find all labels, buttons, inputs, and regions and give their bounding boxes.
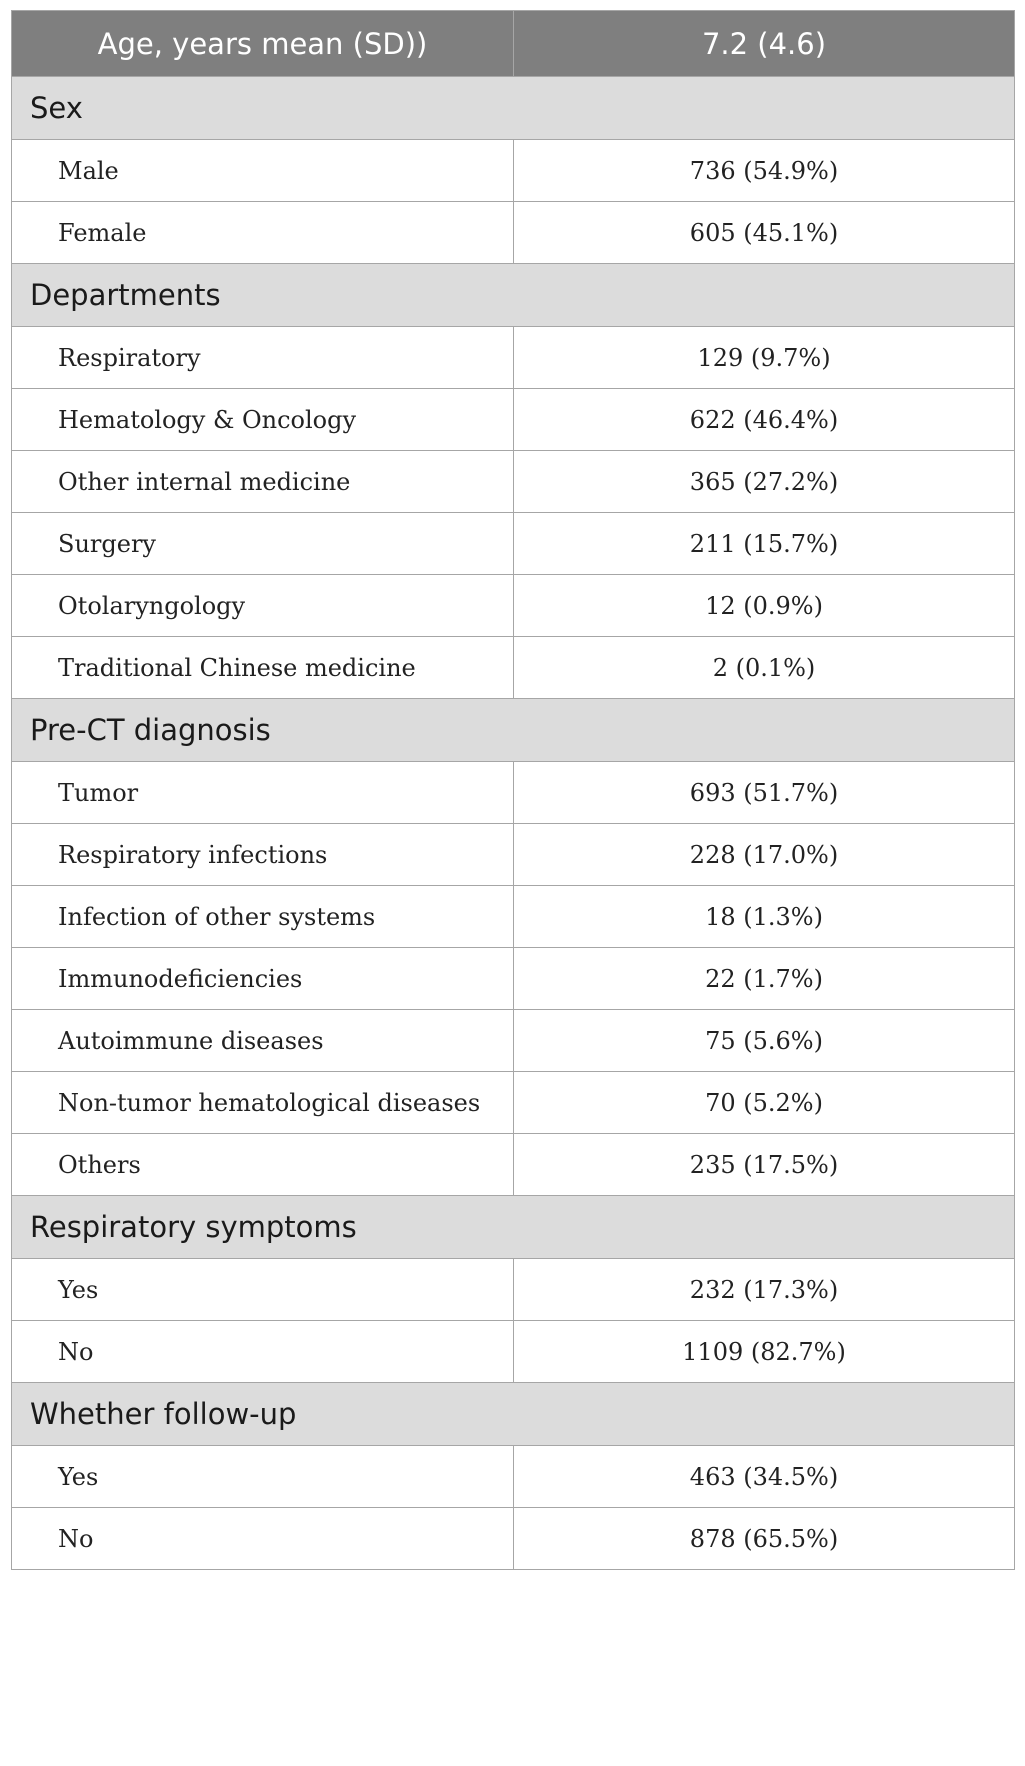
row-value: 232 (17.3%) bbox=[689, 1275, 839, 1304]
row-value: 235 (17.5%) bbox=[689, 1150, 839, 1179]
table-row bbox=[12, 636, 1014, 698]
row-label: Immunodeficiencies bbox=[12, 948, 514, 1009]
table-row bbox=[12, 450, 1014, 512]
table-row bbox=[12, 1320, 1014, 1382]
row-value: 2 (0.1%) bbox=[712, 653, 816, 682]
row-value: 22 (1.7%) bbox=[705, 964, 823, 993]
table-row bbox=[12, 201, 1014, 263]
table-row bbox=[12, 1071, 1014, 1133]
row-value: 75 (5.6%) bbox=[705, 1026, 823, 1055]
row-value: 622 (46.4%) bbox=[689, 405, 839, 434]
section-title: Pre-CT diagnosis bbox=[30, 713, 271, 747]
table-header-row bbox=[12, 11, 1014, 76]
table-row bbox=[12, 761, 1014, 823]
table-row bbox=[12, 885, 1014, 947]
table-row bbox=[12, 823, 1014, 885]
row-value: 605 (45.1%) bbox=[689, 218, 839, 247]
row-label: No bbox=[12, 1508, 514, 1569]
row-label: Respiratory bbox=[12, 327, 514, 388]
row-value: 693 (51.7%) bbox=[689, 778, 839, 807]
row-label: Yes bbox=[12, 1259, 514, 1320]
row-label: Others bbox=[12, 1134, 514, 1195]
row-label: Surgery bbox=[12, 513, 514, 574]
row-label: No bbox=[12, 1321, 514, 1382]
header-value: 7.2 (4.6) bbox=[701, 26, 827, 61]
table-row bbox=[12, 326, 1014, 388]
section-row-respiratory-symptoms bbox=[12, 1195, 1014, 1258]
row-value: 463 (34.5%) bbox=[689, 1462, 839, 1491]
section-title: Respiratory symptoms bbox=[30, 1210, 357, 1244]
table-row bbox=[12, 1445, 1014, 1507]
characteristics-table bbox=[11, 10, 1015, 1570]
table-row bbox=[12, 1258, 1014, 1320]
row-value: 1109 (82.7%) bbox=[682, 1337, 846, 1366]
table-row bbox=[12, 1009, 1014, 1071]
section-row-sex bbox=[12, 76, 1014, 139]
row-value: 211 (15.7%) bbox=[689, 529, 839, 558]
row-label: Respiratory infections bbox=[12, 824, 514, 885]
section-title: Whether follow-up bbox=[30, 1397, 297, 1431]
row-value: 18 (1.3%) bbox=[705, 902, 823, 931]
row-value: 736 (54.9%) bbox=[689, 156, 839, 185]
row-label: Tumor bbox=[12, 762, 514, 823]
section-row-whether-follow-up bbox=[12, 1382, 1014, 1445]
table-row bbox=[12, 947, 1014, 1009]
row-value: 70 (5.2%) bbox=[705, 1088, 823, 1117]
table-row bbox=[12, 574, 1014, 636]
section-row-departments bbox=[12, 263, 1014, 326]
header-label: Age, years mean (SD)) bbox=[12, 11, 514, 76]
row-label: Other internal medicine bbox=[12, 451, 514, 512]
row-value: 129 (9.7%) bbox=[697, 343, 831, 372]
row-label: Otolaryngology bbox=[12, 575, 514, 636]
row-value: 365 (27.2%) bbox=[689, 467, 839, 496]
row-label: Yes bbox=[12, 1446, 514, 1507]
row-label: Hematology & Oncology bbox=[12, 389, 514, 450]
section-title: Sex bbox=[30, 91, 83, 125]
row-label: Non-tumor hematological diseases bbox=[12, 1072, 514, 1133]
section-row-pre-ct-diagnosis bbox=[12, 698, 1014, 761]
row-label: Traditional Chinese medicine bbox=[12, 637, 514, 698]
row-value: 12 (0.9%) bbox=[705, 591, 823, 620]
row-label: Male bbox=[12, 140, 514, 201]
row-value: 228 (17.0%) bbox=[689, 840, 839, 869]
row-value: 878 (65.5%) bbox=[689, 1524, 839, 1553]
table-row bbox=[12, 1507, 1014, 1569]
row-label: Infection of other systems bbox=[12, 886, 514, 947]
section-title: Departments bbox=[30, 278, 221, 312]
table-row bbox=[12, 388, 1014, 450]
row-label: Female bbox=[12, 202, 514, 263]
row-label: Autoimmune diseases bbox=[12, 1010, 514, 1071]
table-row bbox=[12, 139, 1014, 201]
table-row bbox=[12, 1133, 1014, 1195]
table-row bbox=[12, 512, 1014, 574]
